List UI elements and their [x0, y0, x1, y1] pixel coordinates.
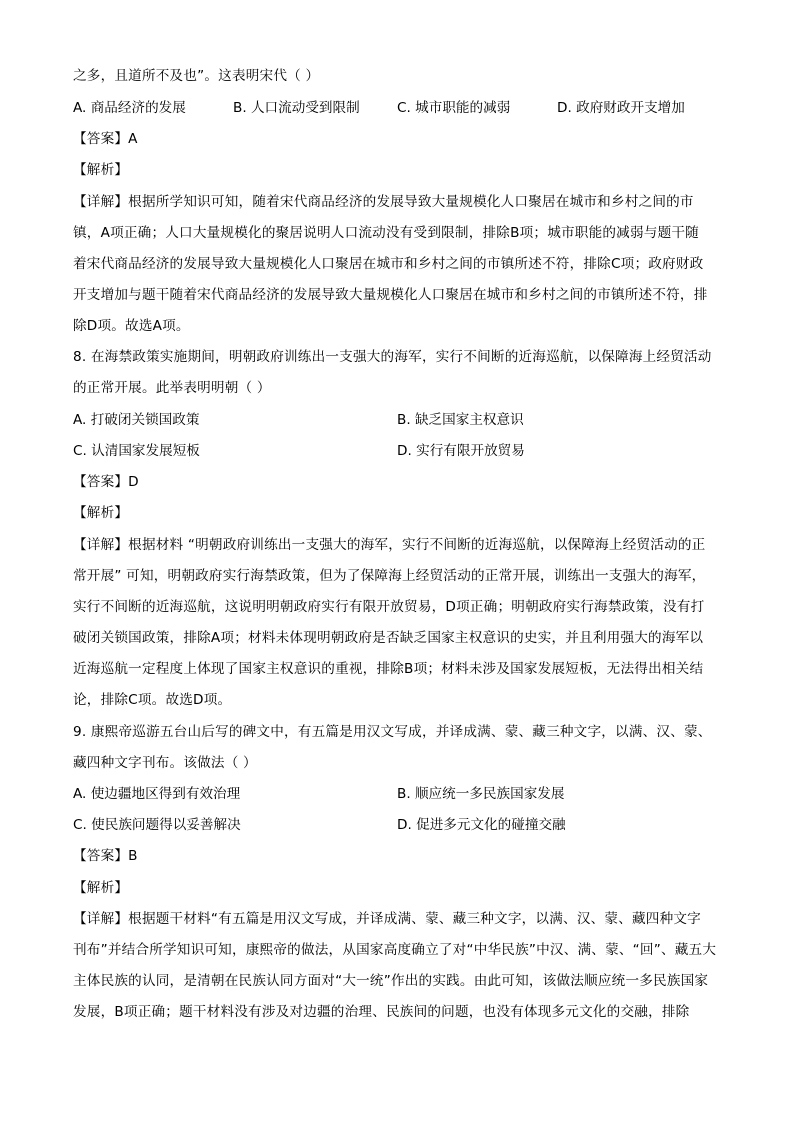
- q9-option-a: A. 使边疆地区得到有效治理: [73, 786, 241, 802]
- q7-detail-line: 着宋代商品经济的发展导致大量规模化人口聚居在城市和乡村之间的市镇所述不符，排除C项；政府财政: [73, 256, 704, 272]
- q8-option-b: B. 缺乏国家主权意识: [397, 412, 524, 428]
- q9-option-c: C. 使民族问题得以妥善解决: [73, 817, 241, 833]
- q7-option-b: B. 人口流动受到限制: [233, 100, 360, 116]
- q8-detail-line: 常开展” 可知，明朝政府实行海禁政策，但为了保障海上经贸活动的正常开展，训练出一支强大的海军，: [73, 568, 706, 584]
- q8-analysis-label: 【解析】: [73, 505, 129, 521]
- q8-stem-line: 的正常开展。此举表明明朝（ ）: [73, 380, 271, 396]
- q9-analysis-label: 【解析】: [73, 880, 129, 896]
- q7-detail-line: 镇，A项正确；人口大量规模化的聚居说明人口流动没有受到限制，排除B项；城市职能的减弱与题干随: [73, 225, 699, 241]
- q7-option-a: A. 商品经济的发展: [73, 100, 186, 116]
- q8-detail-line: 【详解】根据材料 “明朝政府训练出一支强大的海军，实行不间断的近海巡航，以保障海上经贸活动的正: [73, 537, 706, 553]
- q8-option-d: D. 实行有限开放贸易: [397, 443, 525, 459]
- q9-stem-line: 9. 康熙帝巡游五台山后写的碑文中，有五篇是用汉文写成，并译成满、蒙、藏三种文字，以满、汉、蒙、: [73, 724, 712, 740]
- q8-detail-line: 实行不间断的近海巡航，这说明明朝政府实行有限开放贸易，D项正确；明朝政府实行海禁政策，没有打: [73, 599, 705, 615]
- q8-option-a: A. 打破闭关锁国政策: [73, 412, 200, 428]
- q9-detail-line: 刊布”并结合所学知识可知，康熙帝的做法，从国家高度确立了对“中华民族”中汉、满、蒙、“回”、藏五大: [73, 942, 717, 958]
- q7-detail-line: 除D项。故选A项。: [73, 318, 190, 334]
- q7-answer: 【答案】A: [73, 131, 138, 147]
- q8-detail-line: 破闭关锁国政策，排除A项；材料未体现明朝政府是否缺乏国家主权意识的史实，并且利用强大的海军以: [73, 630, 704, 646]
- q9-answer: 【答案】B: [73, 848, 138, 864]
- q8-stem-line: 8. 在海禁政策实施期间，明朝政府训练出一支强大的海军，实行不间断的近海巡航，以保障海上经贸活动: [73, 349, 712, 365]
- q8-option-c: C. 认清国家发展短板: [73, 443, 200, 459]
- q9-option-d: D. 促进多元文化的碰撞交融: [397, 817, 566, 833]
- q8-detail-line: 论，排除C项。故选D项。: [73, 692, 232, 708]
- q9-detail-line: 主体民族的认同，是清朝在民族认同方面对“大一统”作出的实践。由此可知，该做法顺应统一多民族国家: [73, 973, 709, 989]
- q9-stem-line: 藏四种文字刊布。该做法（ ）: [73, 755, 257, 771]
- q7-detail-line: 【详解】根据所学知识可知，随着宋代商品经济的发展导致大量规模化人口聚居在城市和乡村之间的市: [73, 194, 694, 210]
- q9-detail-line: 发展，B项正确；题干材料没有涉及对边疆的治理、民族间的问题，也没有体现多元文化的交融，排除: [73, 1004, 690, 1020]
- q7-stem-tail: 之多，且道所不及也”。这表明宋代（ ）: [73, 68, 320, 84]
- q7-option-d: D. 政府财政开支增加: [557, 100, 685, 116]
- q7-option-c: C. 城市职能的减弱: [397, 100, 511, 116]
- q9-detail-line: 【详解】根据题干材料“有五篇是用汉文写成，并译成满、蒙、藏三种文字，以满、汉、蒙、藏四种文字: [73, 911, 701, 927]
- q8-answer: 【答案】D: [73, 474, 139, 490]
- q7-analysis-label: 【解析】: [73, 162, 129, 178]
- q8-detail-line: 近海巡航一定程度上体现了国家主权意识的重视，排除B项；材料未涉及国家发展短板，无法得出相关结: [73, 661, 704, 677]
- q9-option-b: B. 顺应统一多民族国家发展: [397, 786, 565, 802]
- q7-detail-line: 开支增加与题干随着宋代商品经济的发展导致大量规模化人口聚居在城市和乡村之间的市镇所述不符，排: [73, 287, 708, 303]
